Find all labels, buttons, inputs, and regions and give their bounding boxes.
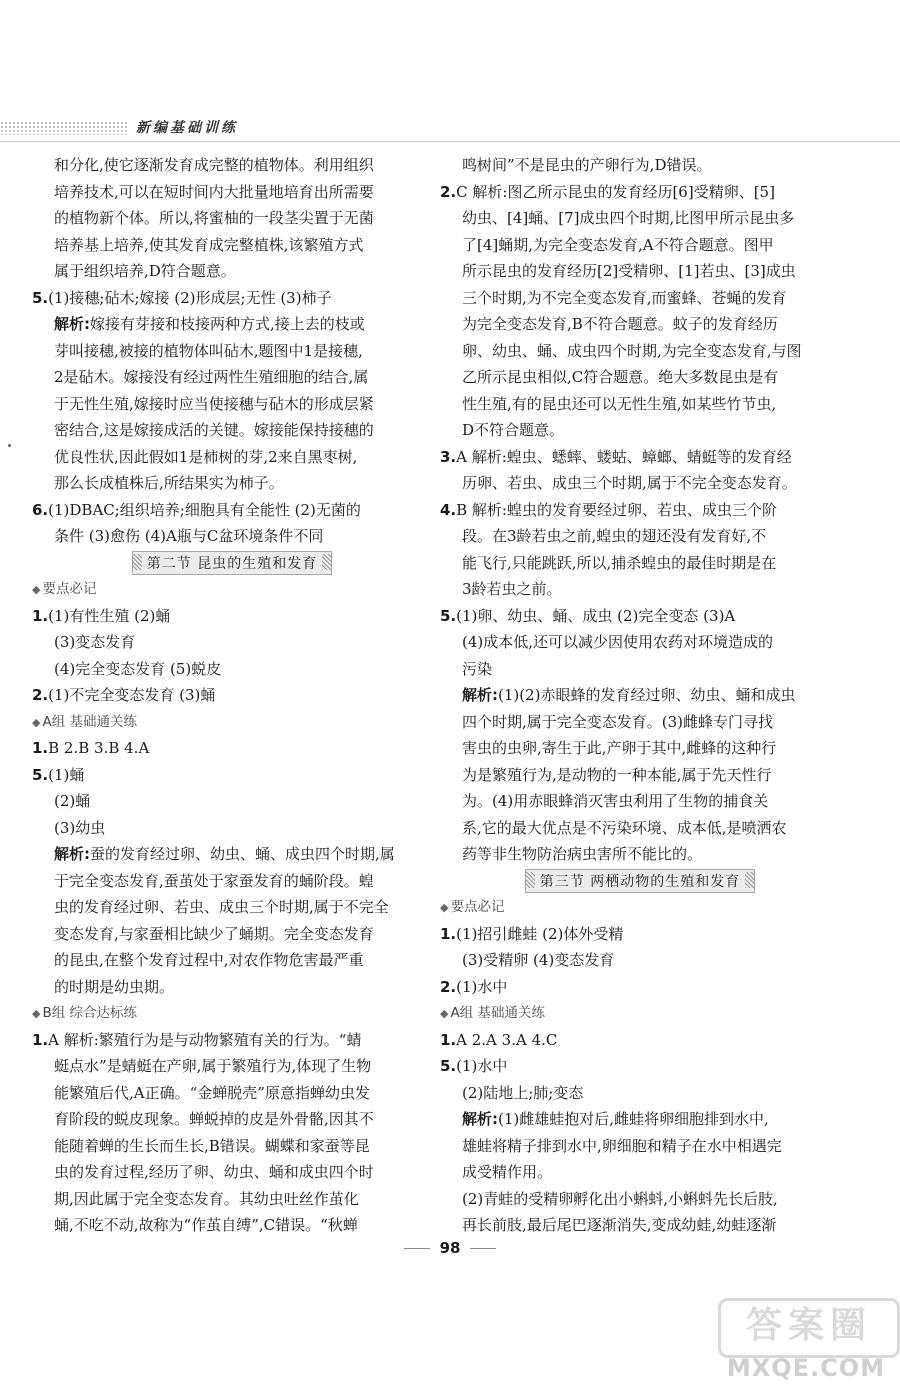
line-text: 2是砧木。嫁接没有经过两性生殖细胞的结合,属	[54, 368, 369, 386]
page-number: 98	[439, 1239, 461, 1257]
line-text: 性生殖,有的昆虫还可以无性生殖,如某些竹节虫,	[462, 394, 777, 413]
analysis-label: 解析:	[54, 845, 90, 863]
line-text: 优良性状,因此假如1是柿树的芽,2来自黑枣树,	[54, 447, 358, 466]
line-text: (1)水中	[456, 977, 508, 996]
text-line	[32, 1212, 432, 1239]
line-text: 能随着蝉的生长而生长,B错误。蝴蝶和家蚕等昆	[54, 1136, 370, 1155]
line-text: 于完全变态发育,蚕茧处于家蚕发育的蛹阶段。蝗	[54, 871, 374, 890]
question-number: 2.	[440, 977, 457, 996]
text-line	[32, 205, 432, 232]
text-line	[440, 921, 840, 948]
line-text: 了[4]蛹期,为完全变态发育,A不符合题意。图甲	[462, 235, 774, 254]
line-text: 芽叫接穗,被接的植物体叫砧木,题图中1是接穗,	[54, 341, 363, 360]
line-text: B 2.B 3.B 4.A	[48, 739, 150, 757]
line-text: 所示昆虫的发育经历[2]受精卵、[1]若虫、[3]成虫	[462, 262, 796, 280]
subsection-label: B组 综合达标练	[42, 1005, 138, 1021]
text-line	[32, 258, 432, 285]
question-number: 3.	[440, 447, 457, 466]
text-line	[32, 391, 432, 418]
text-line	[440, 417, 840, 444]
text-line	[32, 921, 432, 948]
line-text: (1)DBAC;组织培养;细胞具有全能性 (2)无菌的	[48, 500, 361, 519]
text-line	[440, 311, 840, 338]
header-rule	[0, 141, 900, 142]
analysis-label: 解析:	[462, 1110, 498, 1128]
text-line	[440, 603, 840, 630]
text-line	[32, 364, 432, 391]
subsection-heading	[32, 709, 432, 736]
line-text: 三个时期,为不完全变态发育,而蜜蜂、苍蝇的发育	[462, 288, 787, 307]
text-line	[440, 682, 840, 709]
line-text: C 解析:图乙所示昆虫的发育经历[6]受精卵、[5]	[456, 182, 775, 201]
text-line	[440, 258, 840, 285]
text-line	[440, 1027, 840, 1054]
analysis-label: 解析:	[462, 686, 498, 704]
line-text: 段。在3龄若虫之前,蝗虫的翅还没有发育好,不	[462, 527, 767, 545]
line-text: A 解析:繁殖行为是与动物繁殖有关的行为。“蜻	[48, 1030, 362, 1049]
question-number: 6.	[32, 500, 49, 519]
text-line	[32, 868, 432, 895]
subsection-heading	[440, 894, 840, 921]
text-line	[32, 285, 432, 312]
line-text: (2)青蛙的受精卵孵化出小蝌蚪,小蝌蚪先长后肢,	[462, 1189, 778, 1208]
text-line	[32, 762, 432, 789]
line-text: 蚕的发育经过卵、幼虫、蛹、成虫四个时期,属	[90, 845, 395, 863]
line-text: 再长前肢,最后尾巴逐渐消失,变成幼蛙,幼蛙逐渐	[462, 1216, 777, 1234]
line-text: (1)不完全变态发育 (3)蛹	[48, 686, 216, 704]
line-text: 的昆虫,在整个发育过程中,对农作物危害最严重	[54, 951, 364, 969]
header-dot-pattern	[0, 121, 128, 135]
text-line	[32, 497, 432, 524]
line-text: (3)受精卵 (4)变态发育	[462, 951, 615, 969]
text-line	[32, 894, 432, 921]
line-text: 卵、幼虫、蛹、成虫四个时期,为完全变态发育,与图	[462, 341, 802, 360]
line-text: 雄蛙将精子排到水中,卵细胞和精子在水中相遇完	[462, 1136, 782, 1155]
line-text: 能飞行,只能跳跃,所以,捕杀蝗虫的最佳时期是在	[462, 553, 777, 572]
line-text: D不符合题意。	[462, 421, 565, 439]
text-line	[32, 629, 432, 656]
text-line	[32, 338, 432, 365]
line-text: (1)有性生殖 (2)蛹	[48, 606, 171, 625]
question-number: 5.	[32, 288, 49, 307]
line-text: 那么长成植株后,所结果实为柿子。	[54, 474, 284, 492]
subsection-heading	[440, 1000, 840, 1027]
text-line	[440, 974, 840, 1001]
line-text: 幼虫、[4]蛹、[7]成虫四个时期,比图甲所示昆虫多	[462, 209, 795, 227]
text-line	[440, 788, 840, 815]
section-banner	[440, 868, 840, 895]
page-footer	[0, 1239, 900, 1257]
question-number: 5.	[440, 1057, 457, 1075]
line-text: B 解析:蝗虫的发育要经过卵、若虫、成虫三个阶	[456, 500, 777, 519]
line-text: 虫的发育过程,经历了卵、幼虫、蛹和成虫四个时	[54, 1163, 374, 1181]
text-line	[440, 205, 840, 232]
section-title: 第二节 昆虫的生殖和发育	[132, 551, 332, 575]
text-line	[32, 682, 432, 709]
line-text: 四个时期,属于完全变态发育。(3)雌蜂专门寻找	[462, 712, 774, 731]
footer-dash-right	[470, 1248, 496, 1249]
line-text: 历卵、若虫、成虫三个时期,属于不完全变态发育。	[462, 474, 797, 492]
text-line	[440, 338, 840, 365]
header-title: 新编基础训练	[136, 120, 238, 136]
question-number: 2.	[440, 182, 457, 201]
text-line	[32, 1186, 432, 1213]
line-text: (1)(2)赤眼蜂的发育经过卵、幼虫、蛹和成虫	[498, 686, 796, 704]
text-line	[440, 629, 840, 656]
subsection-heading	[32, 576, 432, 603]
line-text: (4)完全变态发育 (5)蜕皮	[54, 659, 222, 678]
text-line	[440, 523, 840, 550]
line-text: 成受精作用。	[462, 1163, 553, 1181]
text-line	[32, 947, 432, 974]
watermark-title: 答案圈	[718, 1298, 900, 1358]
diamond-icon: ◆	[440, 901, 449, 914]
line-text: (3)变态发育	[54, 633, 136, 651]
subsection-label: 要点必记	[42, 581, 97, 597]
right-column	[440, 152, 840, 1239]
text-line	[32, 417, 432, 444]
text-line	[32, 152, 432, 179]
line-text: 的时期是幼虫期。	[54, 977, 175, 996]
line-text: 条件 (3)愈伤 (4)A瓶与C盆环境条件不同	[54, 527, 324, 545]
text-line	[440, 391, 840, 418]
line-text: 能繁殖后代,A正确。“金蝉脱壳”原意指蝉幼虫发	[54, 1083, 370, 1102]
text-line	[440, 735, 840, 762]
question-number: 1.	[32, 606, 49, 625]
subsection-label: A组 基础通关练	[450, 1005, 545, 1021]
text-line	[440, 152, 840, 179]
text-line	[32, 841, 432, 868]
line-text: 害虫的虫卵,寄生于此,产卵于其中,雌蜂的这种行	[462, 739, 777, 757]
section-title: 第三节 两栖动物的生殖和发育	[525, 869, 755, 893]
text-line	[440, 470, 840, 497]
text-line	[32, 1027, 432, 1054]
text-line	[440, 1186, 840, 1213]
text-line	[32, 1133, 432, 1160]
line-text: 蜓点水”是蜻蜓在产卵,属于繁殖行为,体现了生物	[54, 1057, 372, 1075]
question-number: 5.	[440, 606, 457, 625]
line-text: 属于组织培养,D符合题意。	[54, 262, 236, 280]
line-text: A 2.A 3.A 4.C	[456, 1030, 558, 1049]
question-number: 1.	[32, 1030, 49, 1049]
text-line	[32, 735, 432, 762]
text-line	[32, 1053, 432, 1080]
line-text: 期,因此属于完全变态发育。其幼虫吐丝作茧化	[54, 1189, 359, 1208]
margin-mark	[8, 444, 11, 447]
line-text: (1)招引雌蛙 (2)体外受精	[456, 924, 624, 943]
question-number: 4.	[440, 500, 457, 519]
text-line	[32, 1106, 432, 1133]
question-number: 2.	[32, 686, 49, 704]
text-line	[440, 1106, 840, 1133]
text-line	[440, 1080, 840, 1107]
text-line	[32, 788, 432, 815]
line-text: 乙所示昆虫相似,C符合题意。绝大多数昆虫是有	[462, 368, 779, 386]
line-text: (4)成本低,还可以减少因使用农药对环境造成的	[462, 633, 774, 651]
line-text: 3龄若虫之前。	[462, 580, 562, 598]
question-number: 1.	[440, 1030, 457, 1049]
watermark-logo	[718, 1298, 894, 1384]
text-line	[440, 762, 840, 789]
text-line	[32, 1159, 432, 1186]
diamond-icon: ◆	[32, 1007, 41, 1020]
text-line	[32, 1080, 432, 1107]
line-text: (2)陆地上;肺;变态	[462, 1083, 584, 1102]
text-line	[440, 232, 840, 259]
subsection-label: A组 基础通关练	[42, 713, 137, 730]
left-column	[32, 152, 432, 1239]
line-text: 为。(4)用赤眼蜂消灭害虫利用了生物的捕食关	[462, 792, 769, 810]
diamond-icon: ◆	[440, 1007, 449, 1020]
footer-dash-left	[404, 1248, 430, 1249]
line-text: 培养基上培养,使其发育成完整植株,该繁殖方式	[54, 235, 364, 254]
text-line	[440, 709, 840, 736]
text-line	[440, 497, 840, 524]
text-line	[32, 444, 432, 471]
text-line	[440, 947, 840, 974]
line-text: (1)水中	[456, 1057, 508, 1075]
text-line	[32, 232, 432, 259]
text-line	[440, 364, 840, 391]
line-text: 污染	[462, 659, 493, 678]
line-text: 系,它的最大优点是不污染环境、成本低,是喷洒农	[462, 818, 787, 837]
text-line	[440, 285, 840, 312]
text-line	[440, 815, 840, 842]
text-line	[440, 1159, 840, 1186]
line-text: A 解析:蝗虫、蟋蟀、蝼蛄、蟑螂、蜻蜓等的发育经	[456, 447, 792, 466]
watermark-url: MXQE.COM	[726, 1354, 886, 1382]
line-text: 嫁接有芽接和枝接两种方式,接上去的枝或	[90, 315, 365, 333]
text-line	[32, 603, 432, 630]
text-line	[32, 815, 432, 842]
subsection-heading	[32, 1000, 432, 1027]
text-line	[32, 470, 432, 497]
text-line	[440, 576, 840, 603]
question-number: 5.	[32, 765, 49, 784]
text-line	[440, 841, 840, 868]
line-text: 变态发育,与家蚕相比缺少了蛹期。完全变态发育	[54, 924, 374, 943]
line-text: (1)蛹	[48, 765, 85, 784]
subsection-label: 要点必记	[450, 899, 505, 915]
text-line	[32, 179, 432, 206]
diamond-icon: ◆	[32, 583, 41, 596]
line-text: (3)幼虫	[54, 818, 106, 837]
line-text: 药等非生物防治病虫害所不能比的。	[462, 845, 703, 863]
line-text: 培养技术,可以在短时间内大批量地培育出所需要	[54, 182, 374, 201]
line-text: 为是繁殖行为,是动物的一种本能,属于先天性行	[462, 765, 772, 784]
line-text: 蛹,不吃不动,故称为“作茧自缚”,C错误。“秋蝉	[54, 1216, 358, 1234]
line-text: 和分化,使它逐渐发育成完整的植物体。利用组织	[54, 156, 374, 174]
text-line	[440, 550, 840, 577]
line-text: (2)蛹	[54, 792, 91, 810]
page-header	[0, 117, 900, 143]
text-line	[32, 974, 432, 1001]
line-text: 鸣树间”不是昆虫的产卵行为,D错误。	[462, 156, 712, 174]
question-number: 1.	[440, 924, 457, 943]
section-banner	[32, 550, 432, 577]
line-text: 育阶段的蜕皮现象。蝉蜕掉的皮是外骨骼,因其不	[54, 1110, 374, 1128]
text-line	[32, 656, 432, 683]
line-text: (1)雌雄蛙抱对后,雌蛙将卵细胞排到水中,	[498, 1110, 769, 1128]
text-line	[440, 179, 840, 206]
text-line	[440, 1053, 840, 1080]
text-line	[32, 311, 432, 338]
line-text: 为完全变态发育,B不符合题意。蚊子的发育经历	[462, 315, 778, 333]
diamond-icon: ◆	[32, 715, 41, 729]
text-line	[440, 656, 840, 683]
analysis-label: 解析:	[54, 315, 90, 333]
line-text: 密结合,这是嫁接成活的关键。嫁接能保持接穗的	[54, 421, 374, 439]
line-text: (1)接穗;砧木;嫁接 (2)形成层;无性 (3)柿子	[48, 288, 332, 307]
line-text: 的植物新个体。所以,将蜜柚的一段茎尖置于无菌	[54, 209, 374, 227]
text-line	[32, 523, 432, 550]
text-line	[440, 1133, 840, 1160]
line-text: (1)卵、幼虫、蛹、成虫 (2)完全变态 (3)A	[456, 606, 736, 625]
line-text: 虫的发育经过卵、若虫、成虫三个时期,属于不完全	[54, 898, 389, 916]
question-number: 1.	[32, 739, 49, 757]
text-line	[440, 444, 840, 471]
line-text: 于无性生殖,嫁接时应当使接穗与砧木的形成层紧	[54, 394, 374, 413]
text-line	[440, 1212, 840, 1239]
